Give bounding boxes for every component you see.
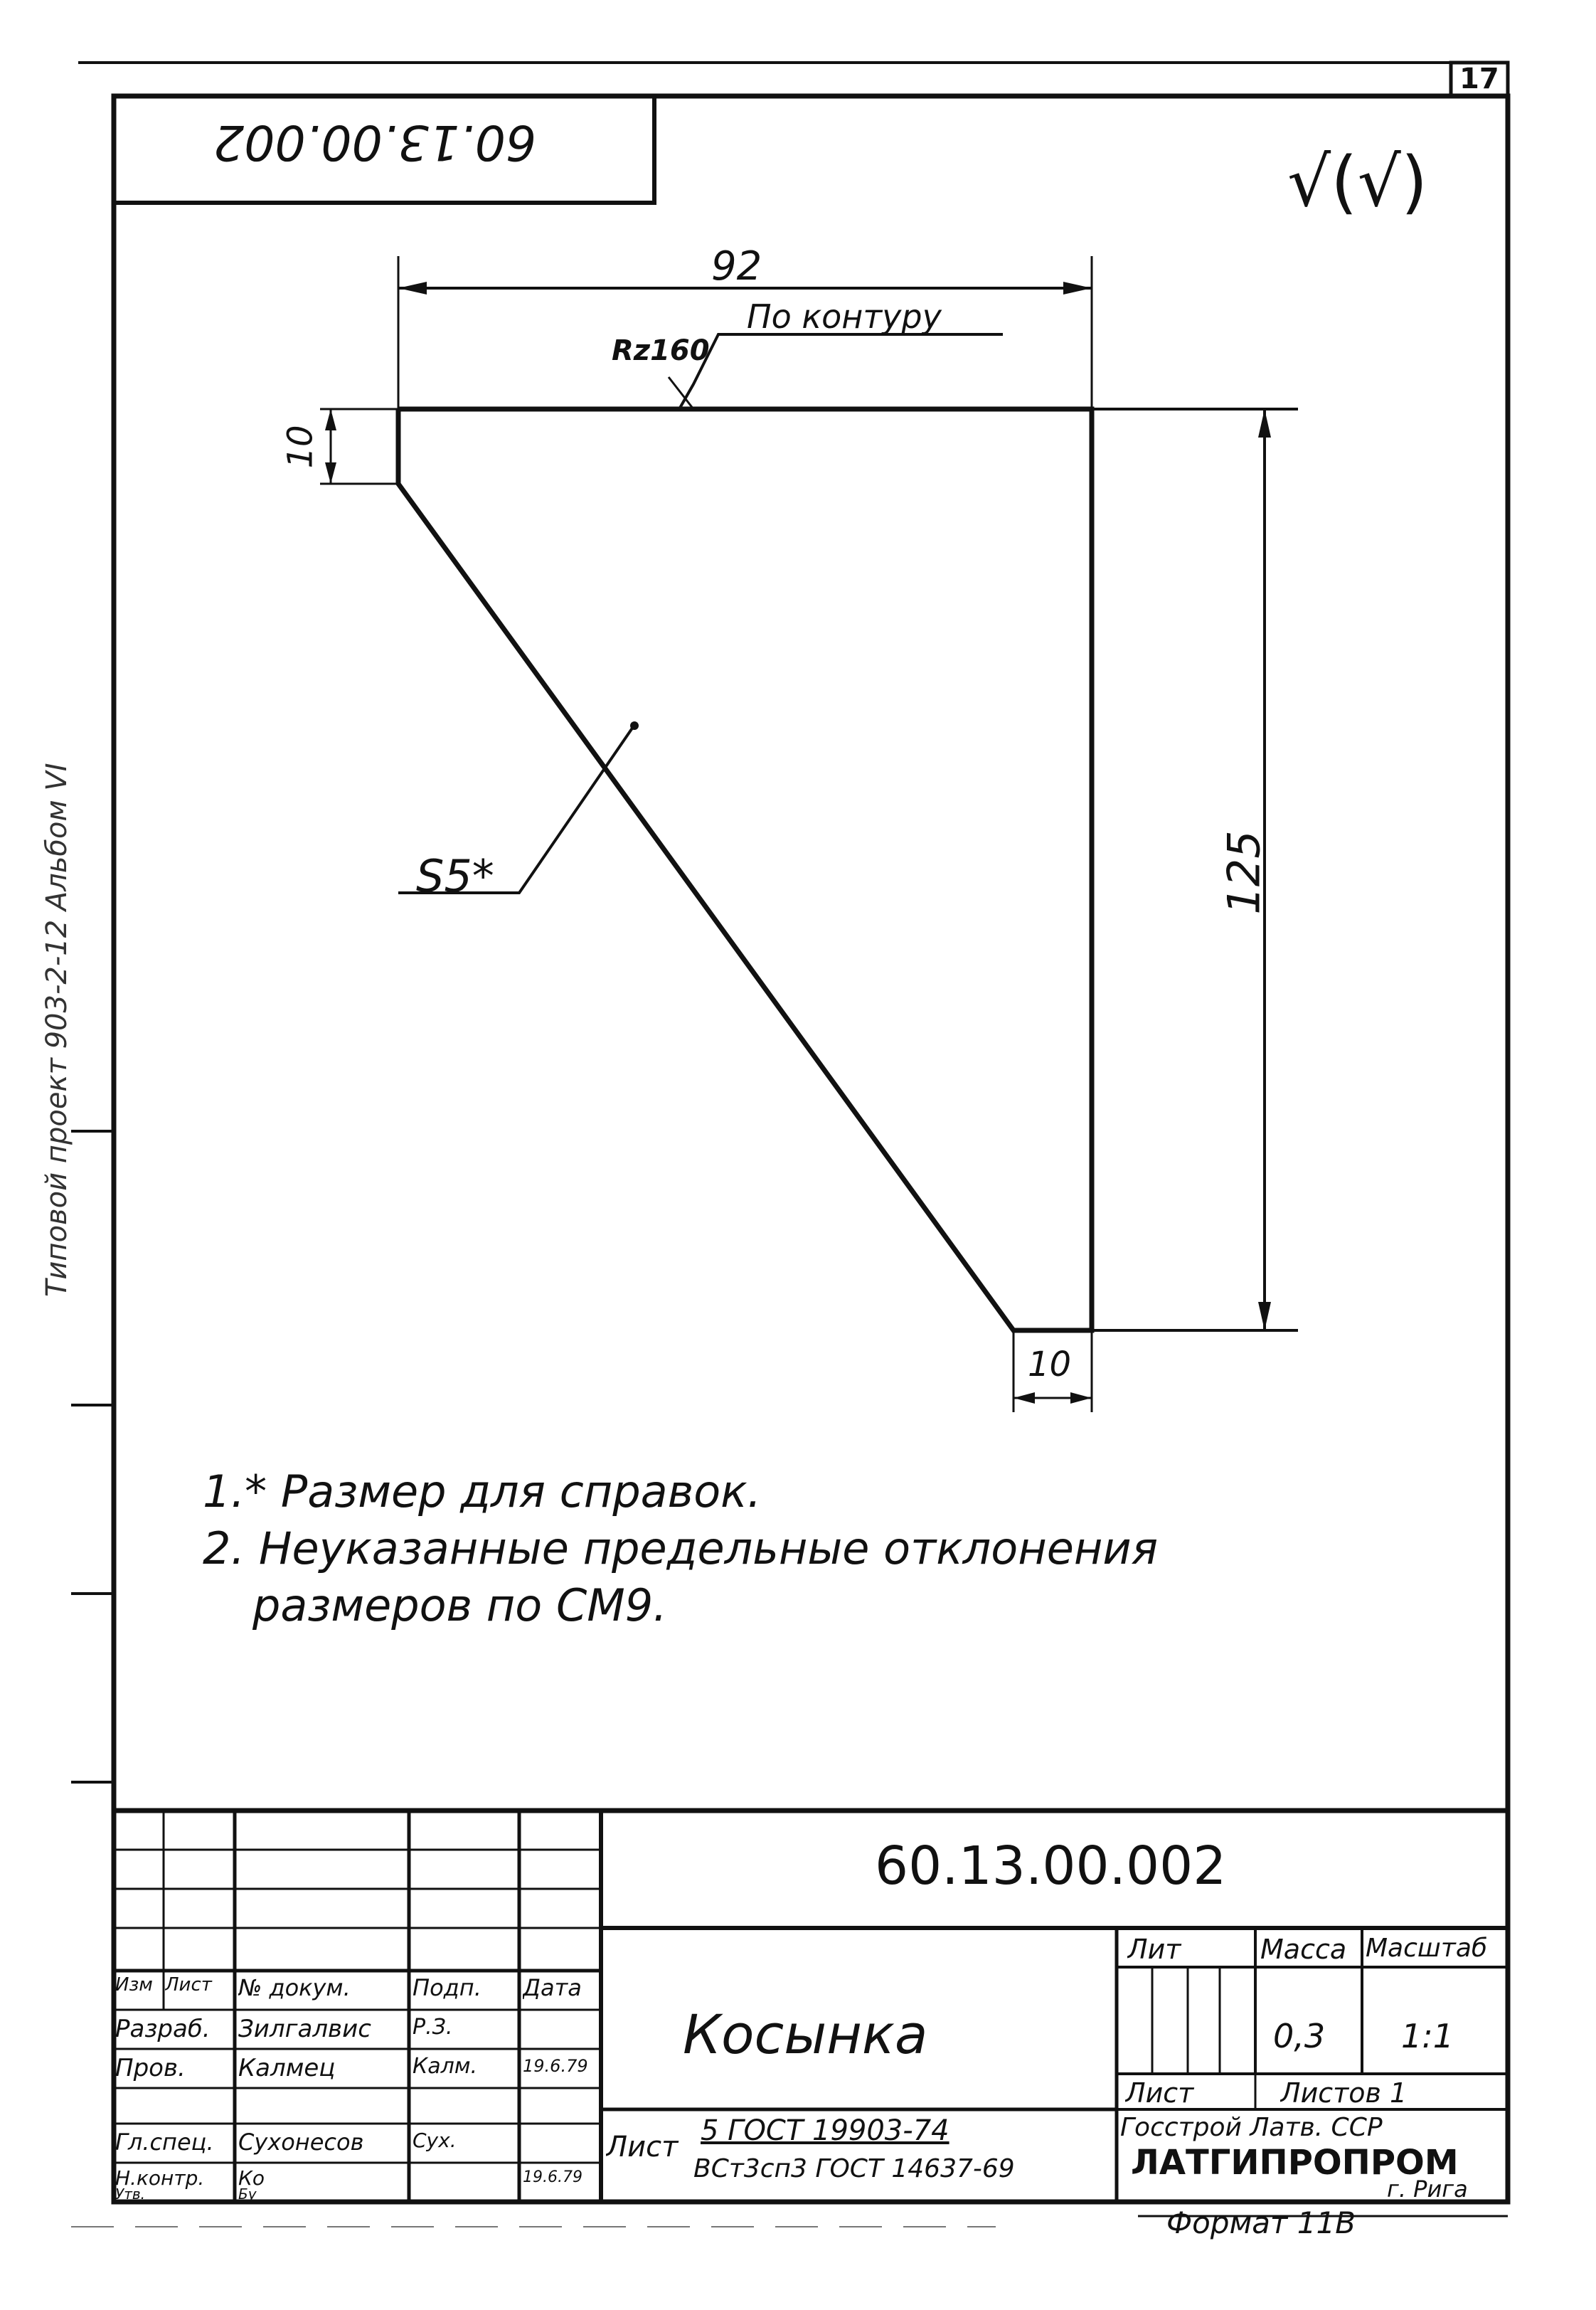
title-designation: 60.13.00.002	[875, 1835, 1227, 1897]
row-role: Утв.	[115, 2186, 145, 2203]
sheet-number: 17	[1459, 63, 1499, 95]
arrowhead	[1063, 282, 1092, 295]
row-name: Ко	[238, 2166, 265, 2190]
row-sign: Сух.	[413, 2129, 457, 2152]
row-role: Пров.	[115, 2054, 186, 2082]
header-list: Лист	[165, 1974, 212, 1996]
header-sign: Подп.	[413, 1974, 482, 2001]
org-line-3: г. Рига	[1387, 2176, 1468, 2203]
row-sign: Р.З.	[413, 2015, 453, 2040]
material-line-1: 5 ГОСТ 19903-74	[701, 2114, 949, 2147]
title-part-name: Косынка	[683, 2003, 928, 2066]
arrowhead	[325, 462, 336, 484]
roughness-leader	[679, 334, 1003, 409]
sheets-label: Листов 1	[1280, 2077, 1408, 2109]
org-line-2: ЛАТГИПРОПРОМ	[1131, 2143, 1459, 2183]
header-izm: Изм	[115, 1974, 153, 1996]
row-date: 19.6.79	[523, 2168, 582, 2186]
roughness-symbol: √(√)	[1287, 142, 1428, 222]
arrowhead	[1258, 1302, 1271, 1330]
sheet-label: Лист	[1125, 2077, 1194, 2109]
row-name: Бу	[238, 2186, 257, 2203]
org-line-1: Госстрой Латв. ССР	[1120, 2113, 1383, 2142]
mass-label: Масса	[1260, 1934, 1347, 1965]
arrowhead	[1014, 1392, 1035, 1404]
arrowhead	[325, 409, 336, 430]
side-note: Типовой проект 903-2-12 Альбом VI	[41, 763, 73, 1297]
row-name: Сухонесов	[238, 2129, 364, 2156]
material-line-2: ВСт3сп3 ГОСТ 14637-69	[693, 2154, 1015, 2183]
mass-value: 0,3	[1273, 2017, 1326, 2055]
arrowhead	[1070, 1392, 1092, 1404]
roughness-note: По контуру	[747, 297, 942, 336]
note-line-1: 1.* Размер для справок.	[203, 1466, 762, 1517]
arrowhead	[398, 282, 427, 295]
row-name: Зилгалвис	[238, 2015, 371, 2043]
row-role: Н.контр.	[115, 2166, 205, 2190]
row-role: Гл.спец.	[115, 2129, 214, 2156]
outer-frame	[114, 96, 1508, 2202]
header-doc: № докум.	[238, 1974, 351, 2001]
note-line-2: 2. Неуказанные предельные отклонения	[203, 1522, 1159, 1574]
material-prefix: Лист	[606, 2131, 679, 2163]
roughness-value: Rz160	[612, 334, 710, 367]
thickness-callout: S5*	[416, 850, 494, 902]
header-date: Дата	[523, 1974, 582, 2001]
row-role: Разраб.	[115, 2015, 211, 2043]
lit-label: Лит	[1127, 1934, 1181, 1965]
dimension-125-label: 125	[1218, 830, 1270, 915]
note-line-3: размеров по СМ9.	[252, 1579, 667, 1631]
part-outline	[398, 409, 1092, 1330]
scale-label: Масштаб	[1366, 1934, 1488, 1963]
dimension-92-label: 92	[711, 243, 762, 290]
row-name: Калмец	[238, 2054, 336, 2082]
format-label: Формат 11В	[1166, 2205, 1356, 2240]
arrowhead	[1258, 409, 1271, 438]
row-sign: Калм.	[413, 2054, 478, 2079]
leader-dot	[630, 721, 639, 730]
dimension-10-bottom-label: 10	[1028, 1345, 1072, 1384]
row-date: 19.6.79	[523, 2056, 588, 2076]
dimension-10-left-label: 10	[280, 425, 321, 469]
corner-code: 60.13.00.002	[213, 114, 537, 170]
scale-value: 1:1	[1401, 2017, 1454, 2055]
